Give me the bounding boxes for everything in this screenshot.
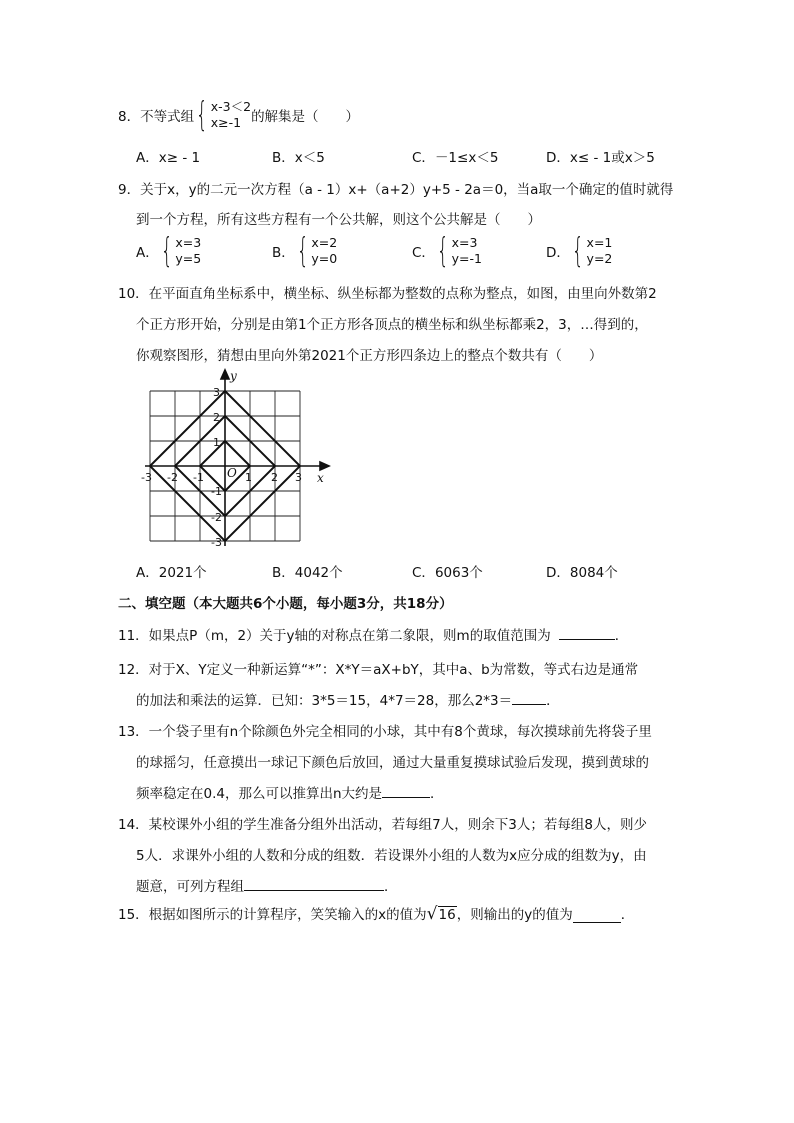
q14-line-2: 5人．求课外小组的人数和分成的组数．若设课外小组的人数为x应分成的组数为y，由 — [136, 848, 647, 864]
q14-line-3 — [136, 875, 398, 895]
q10-line-1: 10．在平面直角坐标系中，横坐标、纵坐标都为整数的点称为整点，如图，由里向外数第2 — [118, 286, 657, 302]
option-letter: B． — [272, 565, 295, 581]
q12-line-1: 12．对于X、Y定义一种新运算“*”：X*Y＝aX+bY，其中a、b为常数，等式右边是通常 — [118, 662, 639, 678]
q12-answer-blank[interactable] — [512, 690, 546, 705]
y-tick-label: -3 — [211, 536, 222, 549]
q14-answer-blank[interactable] — [244, 876, 384, 891]
sqrt-value: 16 — [438, 907, 456, 923]
q10-lattice-squares-figure — [135, 366, 335, 551]
brace-icon: { — [571, 231, 584, 271]
q10-option-b[interactable] — [272, 561, 343, 581]
y-tick-label: 3 — [213, 386, 220, 399]
q15-answer-blank[interactable] — [573, 908, 621, 923]
option-text: x≥ - 1 — [158, 150, 201, 166]
y-axis-arrow-icon — [221, 370, 229, 379]
y-tick-label: -2 — [211, 511, 222, 524]
q8-option-d[interactable] — [546, 146, 655, 166]
option-text: 6063个 — [434, 565, 483, 581]
x-tick-label: 1 — [245, 471, 252, 484]
sys-line: y=0 — [311, 251, 338, 266]
q9-option-b[interactable] — [272, 231, 338, 271]
q9-line-1: 9．关于x，y的二元一次方程（a - 1）x+（a+2）y+5 - 2a＝0，当a取一个确定的值时就得 — [118, 182, 674, 198]
brace-icon: { — [195, 95, 208, 135]
q12-text: 的加法和乘法的运算．已知：3*5＝15，4*7＝28，那么2*3＝ — [136, 693, 513, 709]
sys-line: y=5 — [175, 251, 202, 266]
axes — [145, 370, 329, 546]
x-axis-arrow-icon — [320, 462, 329, 470]
q13-end: ． — [430, 786, 444, 802]
brace-icon: { — [436, 231, 449, 271]
sys-line: y=-1 — [451, 251, 482, 266]
option-letter: A． — [136, 245, 159, 261]
q8-suffix: 的解集是（ ） — [251, 109, 360, 125]
question-8-stem — [118, 97, 359, 133]
y-axis-label: y — [230, 369, 237, 383]
q8-text: 8．不等式组 — [118, 109, 195, 125]
option-letter: C． — [412, 245, 435, 261]
question-11 — [118, 624, 628, 644]
option-letter: C． — [412, 565, 435, 581]
q15-text: 15．根据如图所示的计算程序，笑笑输入的x的值为 — [118, 907, 427, 923]
q15-text-2: ，则输出的y的值为 — [456, 907, 573, 923]
sys-line: x=1 — [586, 235, 613, 250]
q11-text: 11．如果点P（m，2）关于y轴的对称点在第二象限，则m的取值范围为 — [118, 628, 551, 644]
option-text: 8084个 — [569, 565, 618, 581]
sys-line: y=2 — [586, 251, 613, 266]
q8-sys-line-2: x≥-1 — [210, 115, 242, 130]
sqrt-icon: √ — [426, 904, 438, 924]
q8-inequality-system — [194, 95, 252, 135]
question-15 — [118, 903, 634, 923]
x-tick-label: -1 — [193, 471, 204, 484]
q9-option-c[interactable] — [412, 231, 482, 271]
q10-line-3: 你观察图形，猜想由里向外第2021个正方形四条边上的整点个数共有（ ） — [136, 348, 603, 364]
q9-option-d[interactable] — [546, 231, 613, 271]
q14-text: 题意，可列方程组 — [136, 879, 244, 895]
y-tick-label: 2 — [213, 411, 220, 424]
q8-option-c[interactable] — [412, 146, 498, 166]
x-tick-label: -3 — [141, 471, 152, 484]
origin-label: O — [227, 466, 237, 480]
option-letter: B． — [272, 150, 295, 166]
option-letter: A． — [136, 150, 159, 166]
option-text: 4042个 — [294, 565, 343, 581]
x-axis-label: x — [317, 471, 324, 485]
q8-option-b[interactable] — [272, 146, 325, 166]
q13-answer-blank[interactable] — [382, 783, 430, 798]
q10-line-2: 个正方形开始，分别是由第1个正方形各顶点的横坐标和纵坐标都乘2，3，…得到的， — [136, 317, 648, 333]
q13-text: 频率稳定在0.4，那么可以推算出n大约是 — [136, 786, 383, 802]
option-letter: D． — [546, 150, 570, 166]
option-letter: A． — [136, 565, 159, 581]
q13-line-3 — [136, 782, 444, 802]
q10-option-d[interactable] — [546, 561, 618, 581]
option-text: x≤ - 1或x＞5 — [569, 150, 655, 166]
q9-line-2: 到一个方程，所有这些方程有一个公共解，则这个公共解是（ ） — [136, 212, 541, 228]
q13-line-2: 的球摇匀，任意摸出一球记下颜色后放回，通过大量重复摸球试验后发现，摸到黄球的 — [136, 755, 649, 771]
x-tick-label: 3 — [295, 471, 302, 484]
q11-answer-blank[interactable] — [559, 625, 615, 640]
sqrt-expression — [427, 905, 457, 923]
option-letter: C． — [412, 150, 435, 166]
sys-line: x=3 — [451, 235, 478, 250]
x-tick-label: 2 — [271, 471, 278, 484]
option-text: －1≤x＜5 — [434, 150, 499, 166]
brace-icon: { — [296, 231, 309, 271]
q10-option-a[interactable] — [136, 561, 207, 581]
brace-icon: { — [160, 231, 173, 271]
q15-end: ． — [620, 907, 635, 923]
q8-sys-line-1: x-3＜2 — [210, 99, 252, 114]
q9-option-a[interactable] — [136, 231, 202, 271]
q12-end: ． — [546, 693, 560, 709]
q12-line-2 — [136, 689, 560, 709]
y-tick-label: -1 — [211, 485, 222, 498]
y-tick-label: 1 — [213, 436, 220, 449]
q11-end: ． — [614, 628, 629, 644]
q10-option-c[interactable] — [412, 561, 483, 581]
option-letter: B． — [272, 245, 295, 261]
q8-option-a[interactable] — [136, 146, 200, 166]
option-letter: D． — [546, 245, 570, 261]
option-text: 2021个 — [158, 565, 207, 581]
sys-line: x=2 — [311, 235, 338, 250]
sys-line: x=3 — [175, 235, 202, 250]
x-tick-label: -2 — [167, 471, 178, 484]
option-letter: D． — [546, 565, 570, 581]
q14-line-1: 14．某校课外小组的学生准备分组外出活动，若每组7人，则余下3人；若每组8人，则少 — [118, 817, 647, 833]
section-2-title: 二、填空题（本大题共6个小题，每小题3分，共18分） — [118, 596, 453, 612]
q14-end: ． — [384, 879, 398, 895]
option-text: x＜5 — [294, 150, 325, 166]
q13-line-1: 13．一个袋子里有n个除颜色外完全相同的小球，其中有8个黄球，每次摸球前先将袋子里 — [118, 724, 652, 740]
